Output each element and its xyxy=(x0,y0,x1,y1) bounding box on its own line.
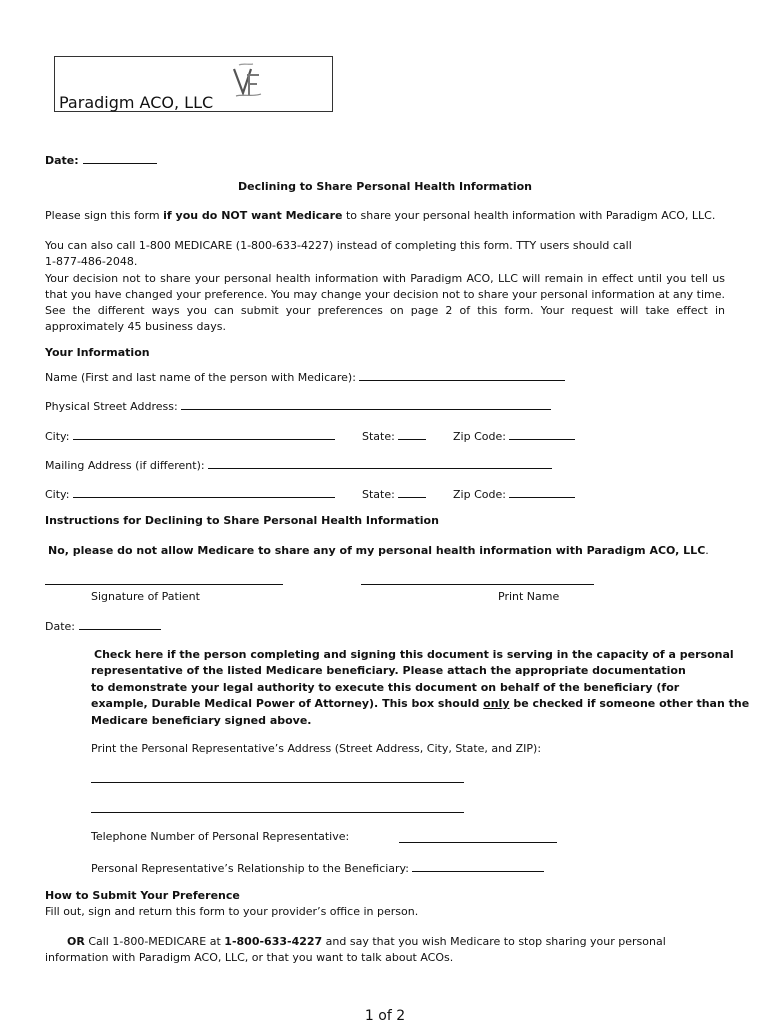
rep-relationship-row xyxy=(91,860,544,875)
date-label: Date: xyxy=(45,154,79,167)
decision-paragraph: Your decision not to share your personal health information with Paradigm ACO, LLC will remain in effect until you tell us that you have changed your preference. You may change your decision not to share your personal information at any time. See the different ways you can submit your preferences on page 2 of this form. Your request will take effect in approximately 45 business days. xyxy=(45,272,725,333)
rep-relationship-label: Personal Representative’s Relationship to the Beneficiary: xyxy=(91,862,409,875)
submit-heading: How to Submit Your Preference xyxy=(45,889,240,902)
rep-address-line-2[interactable] xyxy=(91,812,464,813)
city-row xyxy=(45,428,335,443)
call-text-1: You can also call 1-800 MEDICARE (1-800-633-4227) instead of completing this form. TTY users should call xyxy=(45,239,632,252)
form-title: Declining to Share Personal Health Information xyxy=(237,180,532,193)
decline-statement-row xyxy=(48,544,709,557)
decline-statement: No, please do not allow Medicare to share any of my personal health information with Paradigm ACO, LLC xyxy=(48,544,706,557)
submit-call-after: and say that you wish Medicare to stop sharing your personal xyxy=(322,935,666,948)
state-field[interactable] xyxy=(398,428,426,440)
name-field[interactable] xyxy=(359,369,565,381)
submit-line-2 xyxy=(67,935,666,948)
rep-phone-label: Telephone Number of Personal Representative: xyxy=(91,830,350,843)
intro-after: to share your personal health information with Paradigm ACO, LLC. xyxy=(342,209,716,222)
company-name: Paradigm ACO, LLC xyxy=(59,93,214,112)
intro-bold: if you do NOT want Medicare xyxy=(163,209,343,222)
mailing-state-row xyxy=(362,486,426,501)
mailing-city-label: City: xyxy=(45,488,70,501)
zip-row xyxy=(453,428,575,443)
submit-call-number: 1-800-633-4227 xyxy=(224,935,323,948)
rep-relationship-field[interactable] xyxy=(412,860,544,872)
street-label: Physical Street Address: xyxy=(45,400,178,413)
mailing-city-field[interactable] xyxy=(73,486,335,498)
intro-text xyxy=(45,209,715,222)
zip-label: Zip Code: xyxy=(453,430,506,443)
call-text-2: 1-877-486-2048. xyxy=(45,255,138,268)
street-field[interactable] xyxy=(181,398,551,410)
mailing-label: Mailing Address (if different): xyxy=(45,459,205,472)
mailing-state-field[interactable] xyxy=(398,486,426,498)
rep-phone-field[interactable] xyxy=(399,842,557,843)
submit-call-before: Call 1-800-MEDICARE at xyxy=(84,935,225,948)
logo-box xyxy=(54,56,333,112)
submit-line-3: information with Paradigm ACO, LLC, or that you want to talk about ACOs. xyxy=(45,951,454,964)
date-row-2 xyxy=(45,618,161,633)
date-label-2: Date: xyxy=(45,620,75,633)
signature-label: Signature of Patient xyxy=(91,590,200,603)
date-field-2[interactable] xyxy=(79,618,161,630)
print-name-label: Print Name xyxy=(498,590,560,603)
rep-text-line-5: Medicare beneficiary signed above. xyxy=(91,714,312,727)
rep-text-line-2: representative of the listed Medicare beneficiary. Please attach the appropriate documentation xyxy=(91,664,686,677)
page-number: 1 of 2 xyxy=(364,1008,406,1024)
city-label: City: xyxy=(45,430,70,443)
submit-line-1: Fill out, sign and return this form to your provider’s office in person. xyxy=(45,905,419,918)
vf-monogram-logo-icon xyxy=(231,63,265,99)
rep-address-label: Print the Personal Representative’s Address (Street Address, City, State, and ZIP): xyxy=(91,742,542,755)
zip-field[interactable] xyxy=(509,428,575,440)
rep-line4-only: only xyxy=(483,697,510,710)
date-row xyxy=(45,152,157,167)
mailing-row xyxy=(45,457,552,472)
city-field[interactable] xyxy=(73,428,335,440)
signature-line[interactable] xyxy=(45,584,283,585)
mailing-state-label: State: xyxy=(362,488,395,501)
state-label: State: xyxy=(362,430,395,443)
rep-line4-before: example, Durable Medical Power of Attorney). This box should xyxy=(91,697,484,710)
print-name-line[interactable] xyxy=(361,584,594,585)
intro-before: Please sign this form xyxy=(45,209,164,222)
date-field[interactable] xyxy=(83,152,157,164)
mailing-city-row xyxy=(45,486,335,501)
mailing-zip-row xyxy=(453,486,575,501)
rep-line4-after: be checked if someone other than the xyxy=(509,697,750,710)
mailing-zip-field[interactable] xyxy=(509,486,575,498)
state-row xyxy=(362,428,426,443)
rep-address-line-1[interactable] xyxy=(91,782,464,783)
representative-checkbox[interactable] xyxy=(70,649,82,661)
decline-period: . xyxy=(705,544,709,557)
instructions-heading: Instructions for Declining to Share Personal Health Information xyxy=(45,514,439,527)
mailing-zip-label: Zip Code: xyxy=(453,488,506,501)
rep-text-line-4 xyxy=(91,697,749,710)
street-row xyxy=(45,398,551,413)
name-label: Name (First and last name of the person with Medicare): xyxy=(45,371,356,384)
rep-text-line-3: to demonstrate your legal authority to execute this document on behalf of the beneficiary (for xyxy=(91,681,680,694)
your-information-heading: Your Information xyxy=(45,346,150,359)
submit-or: OR xyxy=(67,935,85,948)
rep-text-line-1: Check here if the person completing and signing this document is serving in the capacity of a personal xyxy=(94,648,734,661)
mailing-field[interactable] xyxy=(208,457,552,469)
name-row xyxy=(45,369,565,384)
